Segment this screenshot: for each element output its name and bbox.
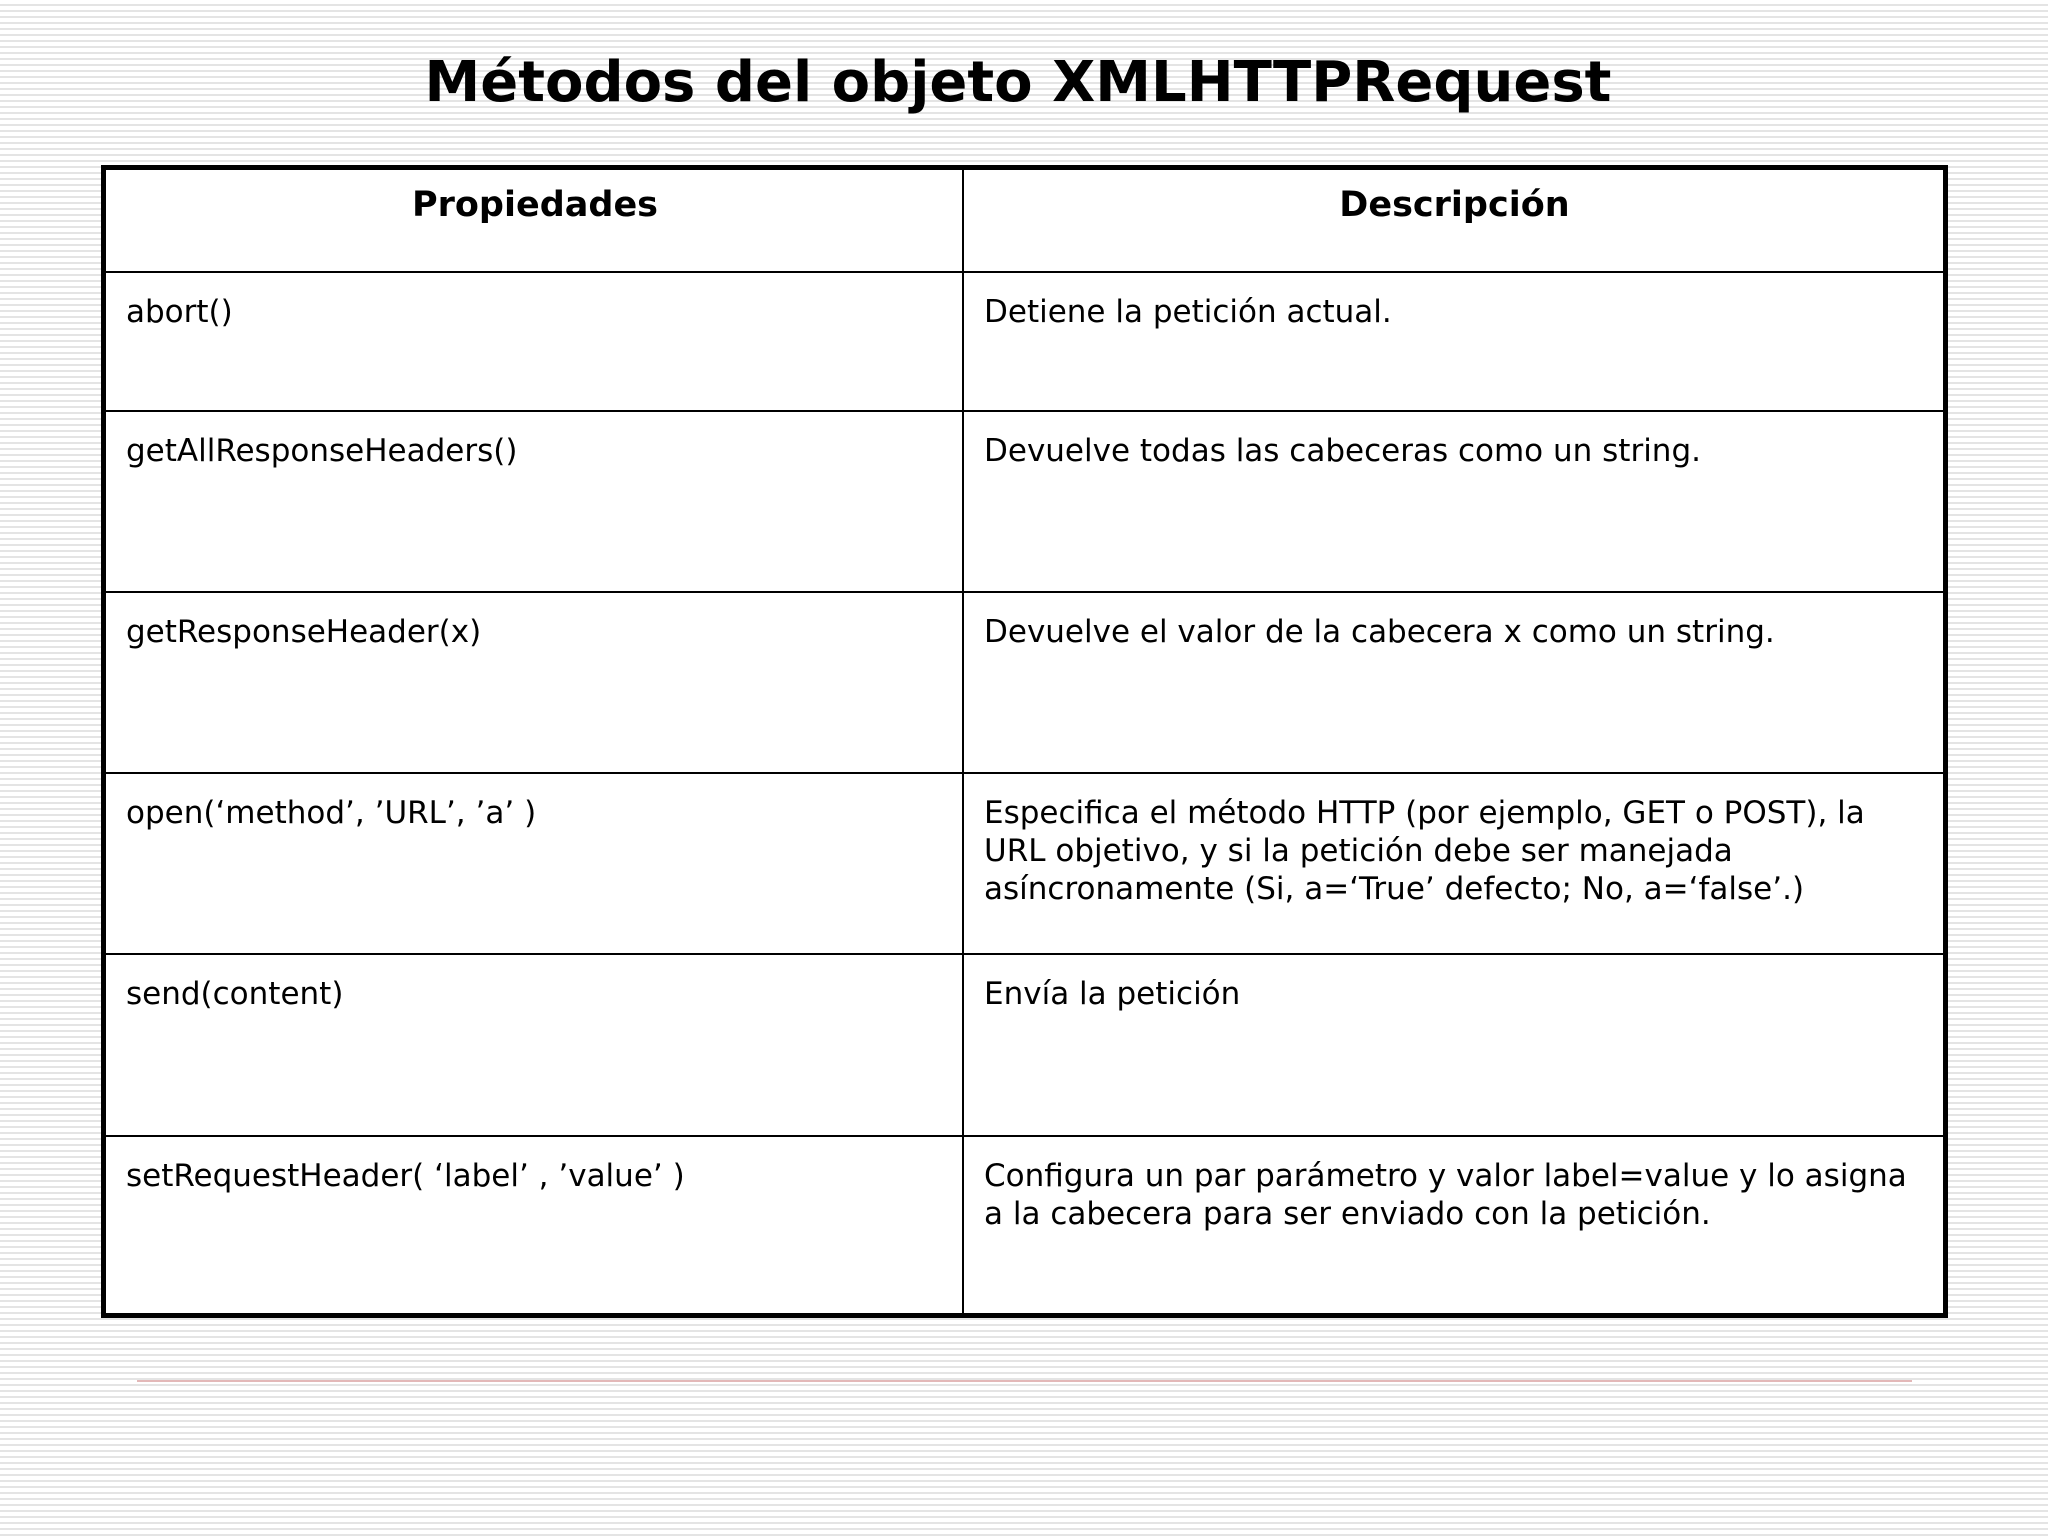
method-name-cell: open(‘method’, ’URL’, ’a’ ) [106,773,963,954]
column-header-description: Descripción [963,170,1943,272]
method-description-cell: Detiene la petición actual. [963,272,1943,411]
table-row [106,592,1943,773]
slide-title: Métodos del objeto XMLHTTPRequest [424,50,1612,115]
methods-table [106,170,1943,1318]
methods-table-frame [101,165,1948,1318]
method-description-cell: Devuelve el valor de la cabecera x como un string. [963,592,1943,773]
method-name-cell: send(content) [106,954,963,1136]
method-description-cell: Envía la petición [963,954,1943,1136]
method-description-cell: Configura un par parámetro y valor label=value y lo asigna a la cabecera para ser enviado con la petición. [963,1136,1943,1318]
table-row [106,272,1943,411]
footer-divider [137,1380,1912,1382]
method-description-cell: Devuelve todas las cabeceras como un string. [963,411,1943,592]
column-header-properties: Propiedades [106,170,963,272]
method-name-cell: getResponseHeader(x) [106,592,963,773]
method-name-cell: abort() [106,272,963,411]
method-name-cell: setRequestHeader( ‘label’ , ’value’ ) [106,1136,963,1318]
table-row [106,411,1943,592]
table-row [106,1136,1943,1318]
table-row [106,954,1943,1136]
method-description-cell: Especifica el método HTTP (por ejemplo, GET o POST), la URL objetivo, y si la petición debe ser manejada asíncronamente (Si, a=‘True’ defecto; No, a=‘false’.) [963,773,1943,954]
table-header-row [106,170,1943,272]
table-row [106,773,1943,954]
method-name-cell: getAllResponseHeaders() [106,411,963,592]
